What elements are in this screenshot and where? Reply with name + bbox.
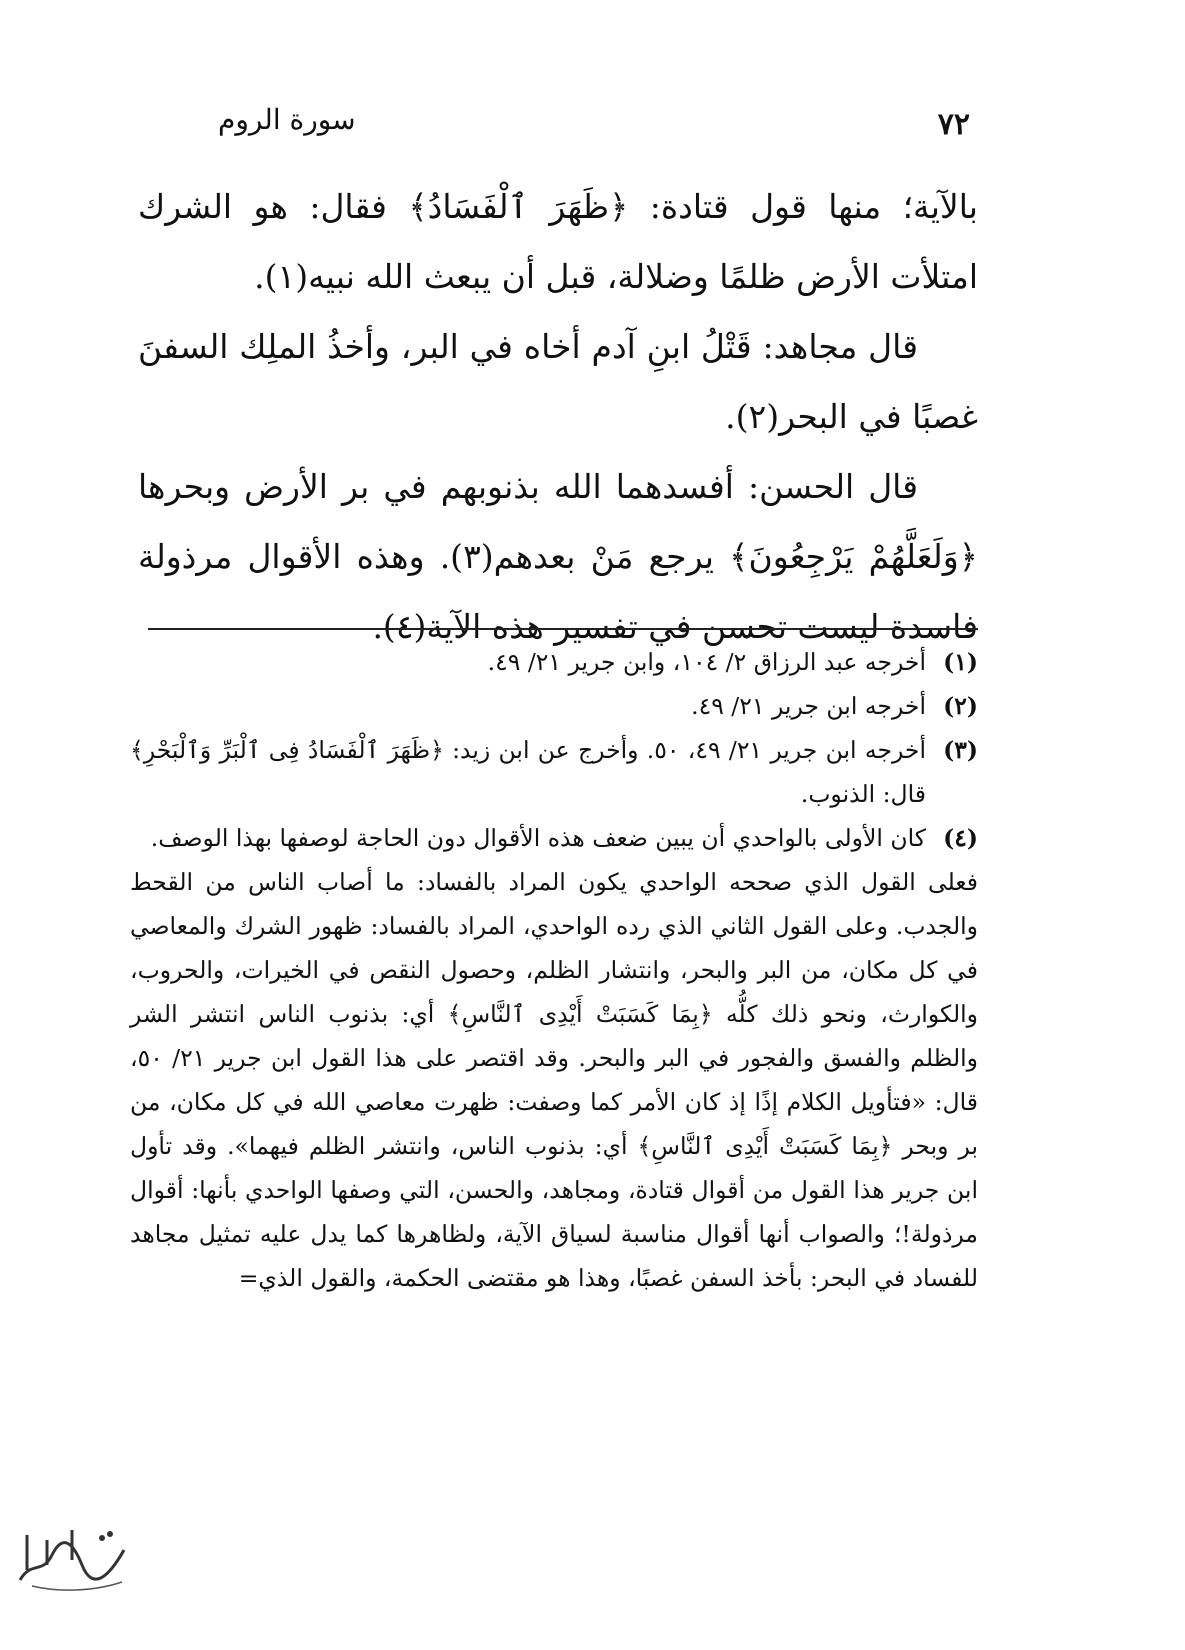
paragraph-2: قال مجاهد: قَتْلُ ابنِ آدم أخاه في البر، وأخذُ الملِك السفنَ غصبًا في البحر(٢). bbox=[138, 327, 978, 436]
main-text bbox=[138, 172, 978, 662]
footnote-2 bbox=[130, 684, 978, 728]
footnote-number: (٤) bbox=[943, 824, 978, 852]
footnote-1 bbox=[130, 640, 978, 684]
page-header bbox=[200, 95, 970, 145]
footnote-text: أخرجه عبد الرزاق ٢/ ١٠٤، وابن جرير ٢١/ ٤٩. bbox=[487, 648, 926, 676]
paragraph-1: بالآية؛ منها قول قتادة: ﴿ظَهَرَ ٱلْفَسَادُ﴾ فقال: هو الشرك امتلأت الأرض ظلمًا وضلالة، قبل أن يبعث الله نبيه(١). bbox=[138, 187, 978, 296]
page-number: ٧٢ bbox=[937, 107, 970, 142]
footnote-separator bbox=[148, 628, 978, 630]
footnotes bbox=[130, 640, 978, 1300]
footnote-text: أخرجه ابن جرير ٢١/ ٤٩. bbox=[691, 692, 926, 720]
footnote-3 bbox=[130, 728, 978, 816]
running-header-surah-name: سورة الروم bbox=[218, 103, 356, 136]
footnote-number: (١) bbox=[943, 648, 978, 676]
footnote-text: كان الأولى بالواحدي أن يبين ضعف هذه الأقوال دون الحاجة لوصفها بهذا الوصف. bbox=[150, 824, 926, 852]
paragraph-3: قال الحسن: أفسدهما الله بذنوبهم في بر الأرض وبحرها ﴿وَلَعَلَّهُمْ يَرْجِعُونَ﴾ يرجع مَنْ بعدهم(٣). وهذه الأقوال مرذولة فاسدة ليست تحسن في تفسير هذه الآية(٤). bbox=[138, 467, 978, 646]
footnote-4-continuation: فعلى القول الذي صححه الواحدي يكون المراد بالفساد: ما أصاب الناس من القحط والجدب. وعلى القول الثاني الذي رده الواحدي، المراد بالفساد: ظهور الشرك والمعاصي في كل مكان، من البر والبحر، وانتشار الظلم، وحصول النقص في الخيرات، والحروب، والكوارث، ونحو ذلك كلُّه ﴿بِمَا كَسَبَتْ أَيْدِى ٱلنَّاسِ﴾ أي: بذنوب الناس انتشر الشر والظلم والفسق والفجور في البر والبحر. وقد اقتصر على هذا القول ابن جرير ٢١/ ٥٠، قال: «فتأويل الكلام إذًا إذ كان الأمر كما وصفت: ظهرت معاصي الله في كل مكان، من بر وبحر ﴿بِمَا كَسَبَتْ أَيْدِى ٱلنَّاسِ﴾ أي: بذنوب الناس، وانتشر الظلم فيهما». وقد تأول ابن جرير هذا القول من أقوال قتادة، ومجاهد، والحسن، التي وصفها الواحدي بأنها: أقوال مرذولة!؛ والصواب أنها أقوال مناسبة لسياق الآية، ولظاهرها كما يدل عليه تمثيل مجاهد للفساد في البحر: بأخذ السفن غصبًا، وهذا هو مقتضى الحكمة، والقول الذي= bbox=[130, 868, 978, 1292]
watermark-logo bbox=[12, 1520, 134, 1598]
footnote-number: (٢) bbox=[943, 692, 978, 720]
footnote-text: أخرجه ابن جرير ٢١/ ٤٩، ٥٠. وأخرج عن ابن زيد: ﴿ظَهَرَ ٱلْفَسَادُ فِى ٱلْبَرِّ وَٱلْبَحْرِ﴾ قال: الذنوب. bbox=[130, 736, 926, 808]
footnote-4 bbox=[130, 816, 978, 860]
footnote-number: (٣) bbox=[943, 736, 978, 764]
